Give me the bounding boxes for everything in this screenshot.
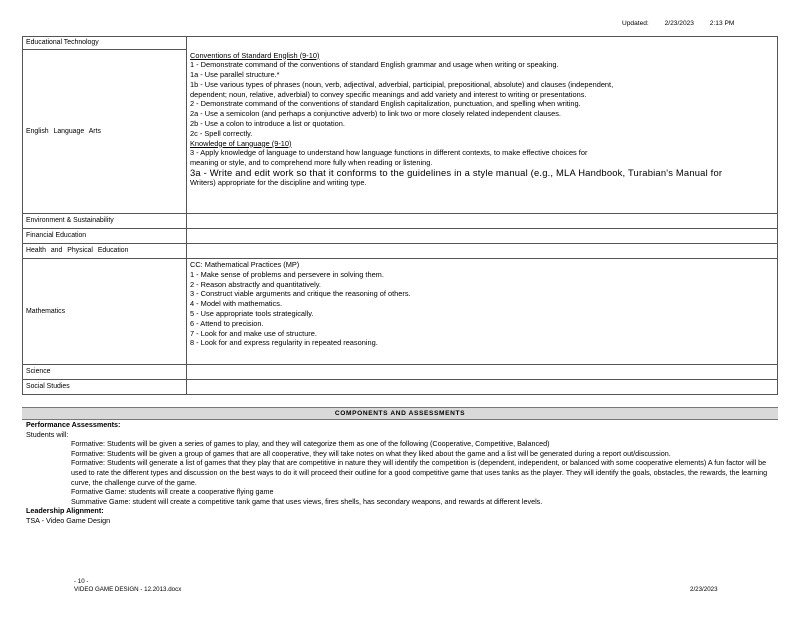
standard-line: 3 - Apply knowledge of language to understand how language functions in different contexts, to make effective choices for: [190, 148, 588, 158]
standard-line: 7 - Look for and make use of structure.: [190, 328, 317, 338]
table-row: [23, 229, 778, 244]
standards-table: [22, 36, 778, 395]
standard-line: 3a - Write and edit work so that it conforms to the guidelines in a style manual (e.g., MLA Handbook, Turabian's Manual for: [190, 168, 723, 178]
standard-line: 2c - Spell correctly.: [190, 128, 253, 138]
section-heading: Conventions of Standard English (9-10): [190, 50, 320, 60]
list-item: Formative: Students will be given a series of games to play, and they will categorize them as one of the following (Cooperative, Competitive, Balanced): [71, 439, 550, 449]
list-item: Formative: Students will be given a group of games that are all cooperative, they will take notes on what they liked about the game and a list will be generated during a report out/discussion.: [71, 448, 671, 458]
document-name: VIDEO GAME DESIGN - 12.2013.docx: [74, 586, 182, 593]
section-heading: Knowledge of Language (9-10): [190, 138, 292, 148]
updated-time: 2:13 PM: [709, 20, 735, 27]
subject-cell: Social Studies: [23, 380, 187, 395]
content-cell: [187, 365, 778, 380]
standard-line: Writers) appropriate for the discipline and writing type.: [190, 177, 367, 187]
updated-label: Updated:: [622, 20, 649, 27]
section-heading: CC: Mathematical Practices (MP): [190, 260, 300, 269]
updated-timestamp: [622, 20, 748, 27]
students-will-label: Students will:: [26, 429, 69, 439]
list-item: Formative Game: students will create a cooperative flying game: [71, 487, 274, 497]
footer-date: 2/23/2023: [690, 586, 718, 593]
content-cell: [187, 50, 778, 214]
table-row: [23, 380, 778, 395]
standard-line: 2a - Use a semicolon (and perhaps a conjunctive adverb) to link two or more closely related independent clauses.: [190, 109, 561, 119]
content-cell: [187, 259, 778, 365]
leadership-label: Leadership Alignment:: [26, 506, 104, 516]
standard-line: 1b - Use various types of phrases (noun, verb, adjectival, adverbial, participial, prepositional, absolute) and clauses (independent,: [190, 79, 614, 89]
table-row: [23, 37, 778, 50]
standard-line: 3 - Construct viable arguments and critique the reasoning of others.: [190, 289, 411, 299]
subject-cell: Science: [23, 365, 187, 380]
updated-date: 2/23/2023: [664, 20, 694, 27]
table-row: [23, 259, 778, 365]
list-item: Formative: Students will generate a list of games that they play that are competitive in nature they will identify the competition is (dependent, independent, or balanced with some cooperative elements) A fun factor will be used to rate the different types and discussion on the best ways to do it will proceed their outline for a good competitive game that uses tanks as the player. They will identify the goals, obstacles, the rewards, the learning curve, the challenge curve of the game.: [71, 458, 768, 487]
subject-cell: Mathematics: [23, 259, 187, 365]
standard-line: meaning or style, and to comprehend more fully when reading or listening.: [190, 158, 433, 168]
standard-line: 5 - Use appropriate tools strategically.: [190, 308, 314, 318]
list-item: Summative Game: student will create a competitive tank game that uses views, fires shells, has secondary weapons, and rewards at different levels.: [71, 496, 543, 506]
standard-line: 1a - Use parallel structure.*: [190, 70, 280, 80]
table-row: [23, 244, 778, 259]
standard-line: 2b - Use a colon to introduce a list or quotation.: [190, 119, 345, 129]
standard-line: 1 - Make sense of problems and persevere in solving them.: [190, 269, 384, 279]
components-heading: COMPONENTS AND ASSESSMENTS: [22, 407, 778, 420]
subject-cell: Educational Technology: [23, 37, 187, 50]
content-cell: [187, 244, 778, 259]
page-number: - 10 -: [74, 578, 89, 585]
standard-line: 6 - Attend to precision.: [190, 318, 264, 328]
subject-cell: Environment & Sustainability: [23, 214, 187, 229]
performance-label: Performance Assessments:: [26, 420, 121, 429]
standard-line: 4 - Model with mathematics.: [190, 299, 283, 309]
standard-line: 1 - Demonstrate command of the conventions of standard English grammar and usage when writing or speaking.: [190, 60, 559, 70]
standard-line: 8 - Look for and express regularity in repeated reasoning.: [190, 338, 378, 348]
content-cell: [187, 229, 778, 244]
standard-line: dependent; noun, relative, adverbial) to convey specific meanings and add variety and interest to writing or presentations.: [190, 89, 587, 99]
standard-line: 2 - Demonstrate command of the conventions of standard English capitalization, punctuation, and spelling when writing.: [190, 99, 581, 109]
content-cell: [187, 380, 778, 395]
table-row: [23, 50, 778, 214]
subject-cell: Financial Education: [23, 229, 187, 244]
table-row: [23, 365, 778, 380]
content-cell: [187, 37, 778, 50]
assessments-section: [26, 420, 776, 526]
subject-cell: English Language Arts: [23, 50, 187, 214]
subject-cell: Health and Physical Education: [23, 244, 187, 259]
standard-line: 2 - Reason abstractly and quantitatively.: [190, 279, 321, 289]
table-row: [23, 214, 778, 229]
assessment-list: [26, 439, 776, 506]
footer: [74, 578, 181, 594]
leadership-value: TSA - Video Game Design: [26, 515, 111, 525]
content-cell: [187, 214, 778, 229]
